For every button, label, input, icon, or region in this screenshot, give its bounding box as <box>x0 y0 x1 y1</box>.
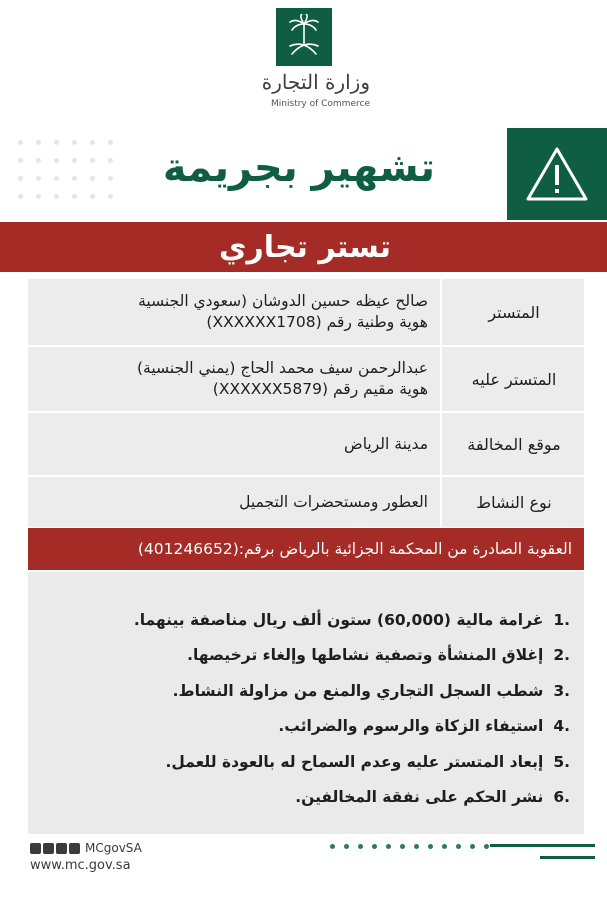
decor-dot <box>72 194 77 199</box>
item-text: نشر الحكم على نفقة المخالفين. <box>295 788 544 807</box>
instagram-icon[interactable] <box>56 843 67 854</box>
table-row <box>28 413 584 477</box>
decor-dot <box>72 158 77 163</box>
dot-pattern <box>18 140 128 210</box>
decor-dot <box>36 140 41 145</box>
decor-dot <box>36 176 41 181</box>
decor-dot <box>54 158 59 163</box>
item-text: استيفاء الزكاة والرسوم والضرائب. <box>278 717 544 736</box>
ministry-name-en: Ministry of Commerce <box>271 99 370 109</box>
warning-triangle-icon <box>524 145 590 203</box>
decor-dot <box>344 844 349 849</box>
row-label: المتستر <box>440 279 586 345</box>
decor-dot <box>36 158 41 163</box>
youtube-icon[interactable] <box>69 843 80 854</box>
decor-dot <box>330 844 335 849</box>
table-row <box>28 477 584 527</box>
website-link[interactable]: www.mc.gov.sa <box>30 858 131 873</box>
decor-dot <box>54 140 59 145</box>
penalty-panel <box>28 572 584 834</box>
decor-dot <box>72 140 77 145</box>
decor-dot <box>442 844 447 849</box>
decor-dot <box>90 140 95 145</box>
item-text: غرامة مالية (60,000) ستون ألف ريال مناصفة بينهما. <box>133 610 544 629</box>
item-number: .3 <box>553 681 570 700</box>
decor-dot <box>90 158 95 163</box>
decor-dot <box>470 844 475 849</box>
decor-dot <box>108 140 113 145</box>
decor-dot <box>428 844 433 849</box>
decor-dot <box>18 176 23 181</box>
ministry-emblem <box>276 8 332 66</box>
item-text: إغلاق المنشأة وتصفية نشاطها وإلغاء ترخيصها. <box>187 646 544 665</box>
decor-dot <box>54 194 59 199</box>
subtitle: تستر تجاري <box>210 222 400 272</box>
list-item <box>40 744 570 780</box>
item-number: .2 <box>553 646 570 665</box>
decor-dot <box>372 844 377 849</box>
palm-swords-emblem-icon <box>284 14 324 60</box>
row-value-line2: هوية وطنية رقم (XXXXXX1708) <box>206 313 428 331</box>
row-value-line1: مدينة الرياض <box>343 434 428 453</box>
list-item <box>40 709 570 745</box>
item-text: شطب السجل التجاري والمنع من مزاولة النشاط. <box>172 681 544 700</box>
row-label: نوع النشاط <box>440 477 586 527</box>
penalty-header: العقوبة الصادرة من المحكمة الجزائية بالرياض برقم:(401246652) <box>28 528 584 570</box>
decor-dot <box>36 194 41 199</box>
table-row <box>28 279 584 347</box>
list-item <box>40 673 570 709</box>
decor-dot <box>18 140 23 145</box>
row-value-line1: صالح عيظه حسين الدوشان (سعودي الجنسية <box>138 292 428 311</box>
item-text: إبعاد المتستر عليه وعدم السماح له بالعودة للعمل. <box>165 752 544 771</box>
penalty-list <box>40 602 570 815</box>
decor-dot <box>54 176 59 181</box>
decor-dot <box>90 194 95 199</box>
facebook-icon[interactable] <box>43 843 54 854</box>
decor-dot <box>108 194 113 199</box>
row-value-line1: العطور ومستحضرات التجميل <box>239 492 428 511</box>
decor-dot <box>108 158 113 163</box>
twitter-icon[interactable] <box>30 843 41 854</box>
item-number: .1 <box>553 610 570 629</box>
item-number: .4 <box>553 717 570 736</box>
row-value-line2: هوية مقيم رقم (XXXXXX5879) <box>212 380 428 398</box>
page-title: تشهير بجريمة <box>162 145 435 191</box>
row-value-line1: عبدالرحمن سيف محمد الحاج (يمني الجنسية) <box>137 359 428 378</box>
decor-dot <box>414 844 419 849</box>
social-handle[interactable]: MCgovSA <box>85 841 142 855</box>
footer-line <box>490 844 595 847</box>
decor-dot <box>18 158 23 163</box>
footer-line <box>540 856 595 859</box>
decor-dot <box>456 844 461 849</box>
details-table <box>28 279 584 527</box>
decor-dot <box>18 194 23 199</box>
decor-dot <box>90 176 95 181</box>
decor-dot <box>386 844 391 849</box>
decor-dot <box>400 844 405 849</box>
item-number: .6 <box>553 788 570 807</box>
warning-panel <box>507 128 607 220</box>
list-item <box>40 602 570 638</box>
list-item <box>40 780 570 816</box>
decor-dot <box>108 176 113 181</box>
social-links <box>30 840 170 856</box>
list-item <box>40 638 570 674</box>
item-number: .5 <box>553 752 570 771</box>
table-row <box>28 347 584 413</box>
row-label: المتستر عليه <box>440 347 586 411</box>
decor-dot <box>358 844 363 849</box>
row-label: موقع المخالفة <box>440 413 586 475</box>
decor-dot <box>484 844 489 849</box>
ministry-name-ar: وزارة التجارة <box>261 70 370 94</box>
decor-dot <box>72 176 77 181</box>
